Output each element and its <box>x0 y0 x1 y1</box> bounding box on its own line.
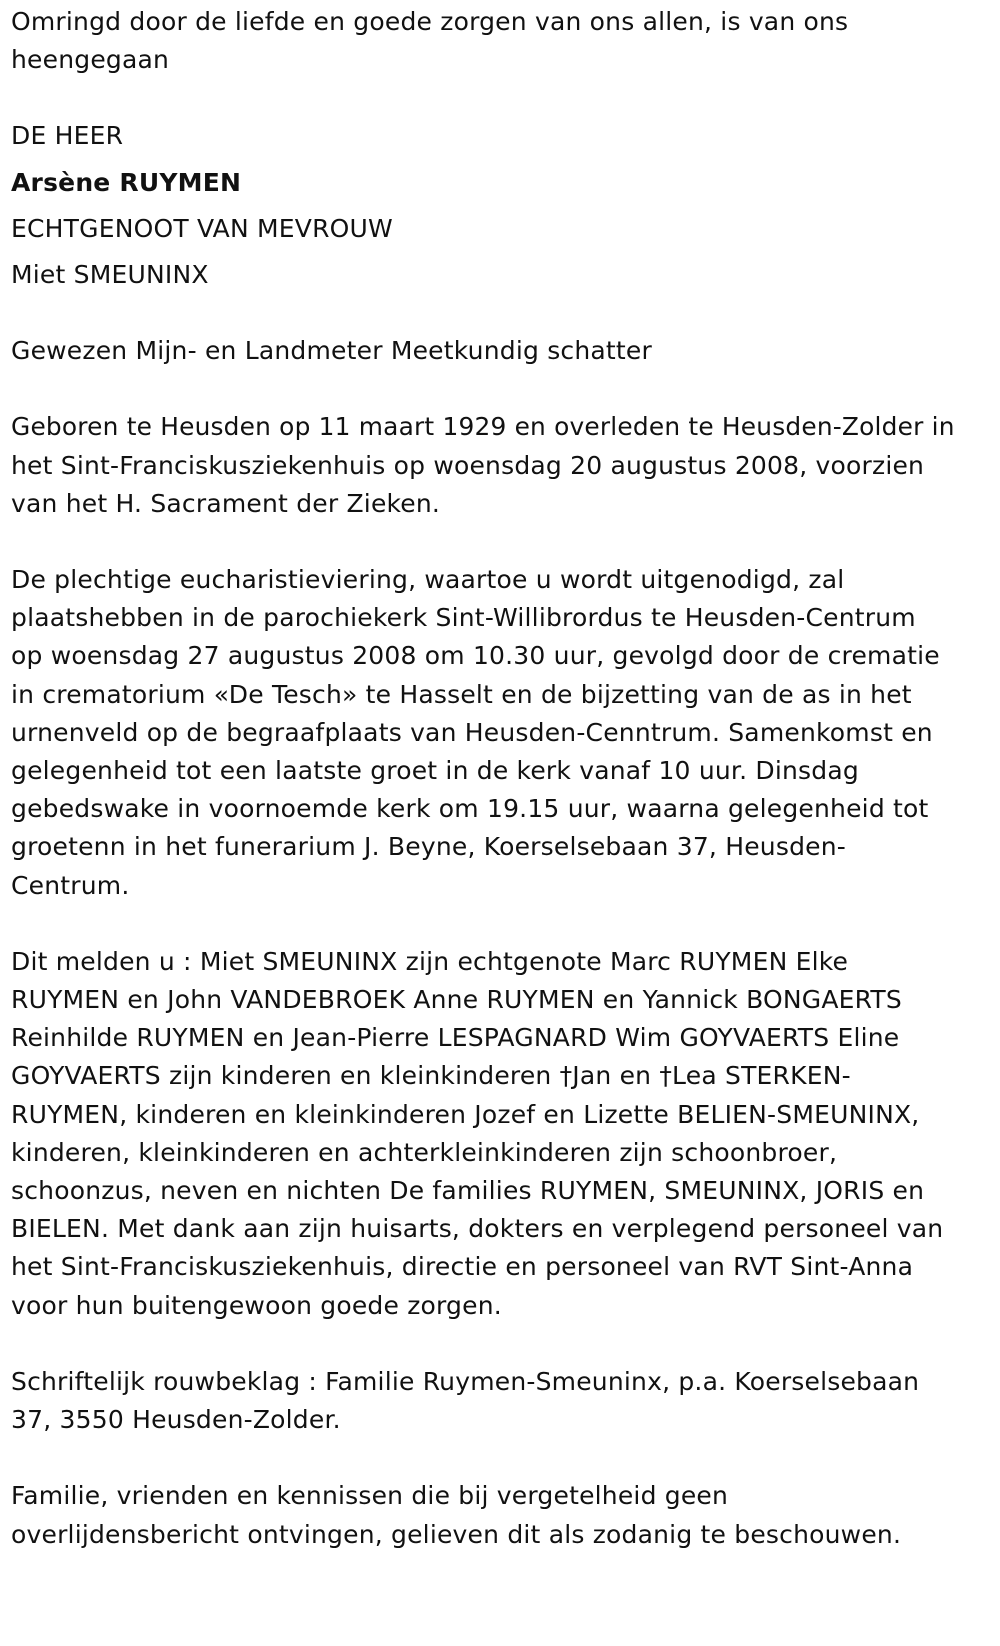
text-line: heengegaan <box>11 45 170 75</box>
text-line: groetenn in het funerarium J. Beyne, Koerselsebaan 37, Heusden- <box>11 832 846 862</box>
text-line: Geboren te Heusden op 11 maart 1929 en overleden te Heusden-Zolder in <box>11 412 955 442</box>
condolences-paragraph <box>11 1363 960 1439</box>
text-line: De plechtige eucharistieviering, waartoe u wordt uitgenodigd, zal <box>11 565 845 595</box>
text-line: GOYVAERTS zijn kinderen en kleinkinderen †Jan en †Lea STERKEN- <box>11 1061 851 1091</box>
obituary-document <box>11 3 960 1554</box>
text-line: gelegenheid tot een laatste groet in de kerk vanaf 10 uur. Dinsdag <box>11 756 859 786</box>
paragraph-spacer <box>11 905 960 943</box>
text-line: Omringd door de liefde en goede zorgen van ons allen, is van ons <box>11 7 849 36</box>
intro-paragraph <box>11 3 960 79</box>
text-line: gebedswake in voornoemde kerk om 19.15 uur, waarna gelegenheid tot <box>11 794 929 824</box>
text-line: BIELEN. Met dank aan zijn huisarts, dokters en verplegend personeel van <box>11 1214 944 1244</box>
spouse-name: Miet SMEUNINX <box>11 260 209 290</box>
paragraph-spacer <box>11 79 960 117</box>
text-line: het Sint-Franciskusziekenhuis, directie en personeel van RVT Sint-Anna <box>11 1252 914 1282</box>
paragraph-spacer <box>11 1325 960 1363</box>
text-line: Schriftelijk rouwbeklag : Familie Ruymen-Smeuninx, p.a. Koerselsebaan <box>11 1366 920 1396</box>
text-line: RUYMEN, kinderen en kleinkinderen Jozef en Lizette BELIEN-SMEUNINX, <box>11 1099 920 1129</box>
text-line: schoonzus, neven en nichten De families RUYMEN, SMEUNINX, JORIS en <box>11 1176 925 1206</box>
text-line: Reinhilde RUYMEN en Jean-Pierre LESPAGNARD Wim GOYVAERTS Eline <box>11 1023 900 1053</box>
text-line: Centrum. <box>11 870 130 900</box>
text-line: het Sint-Franciskusziekenhuis op woensdag 20 augustus 2008, voorzien <box>11 450 925 480</box>
paragraph-spacer <box>11 294 960 332</box>
text-line: Dit melden u : Miet SMEUNINX zijn echtgenote Marc RUYMEN Elke <box>11 946 849 976</box>
paragraph-spacer <box>11 523 960 561</box>
ceremony-paragraph <box>11 561 960 905</box>
paragraph-spacer <box>11 1439 960 1477</box>
text-line: van het H. Sacrament der Zieken. <box>11 488 441 518</box>
text-line: op woensdag 27 augustus 2008 om 10.30 uur, gevolgd door de crematie <box>11 641 940 671</box>
text-line: in crematorium «De Tesch» te Hasselt en de bijzetting van de as in het <box>11 679 912 709</box>
title-line: DE HEER <box>11 121 124 151</box>
text-line: kinderen, kleinkinderen en achterkleinkinderen zijn schoonbroer, <box>11 1137 838 1167</box>
text-line: overlijdensbericht ontvingen, gelieven dit als zodanig te beschouwen. <box>11 1519 902 1549</box>
text-line: plaatshebben in de parochiekerk Sint-Willibrordus te Heusden-Centrum <box>11 603 916 633</box>
text-line: RUYMEN en John VANDEBROEK Anne RUYMEN en Yannick BONGAERTS <box>11 985 902 1015</box>
relation-line: ECHTGENOOT VAN MEVROUW <box>11 213 393 243</box>
text-line: urnenveld op de begraafplaats van Heusden-Cenntrum. Samenkomst en <box>11 717 933 747</box>
text-line: voor hun buitengewoon goede zorgen. <box>11 1290 502 1320</box>
paragraph-spacer <box>11 370 960 408</box>
occupation-paragraph <box>11 332 960 370</box>
birth-death-paragraph <box>11 408 960 523</box>
announcement-paragraph <box>11 943 960 1325</box>
occupation-line: Gewezen Mijn- en Landmeter Meetkundig schatter <box>11 336 652 366</box>
text-line: Familie, vrienden en kennissen die bij vergetelheid geen <box>11 1481 729 1511</box>
deceased-heading <box>11 117 960 294</box>
text-line: 37, 3550 Heusden-Zolder. <box>11 1405 341 1435</box>
deceased-name: Arsène RUYMEN <box>11 167 242 197</box>
closing-paragraph <box>11 1477 960 1553</box>
